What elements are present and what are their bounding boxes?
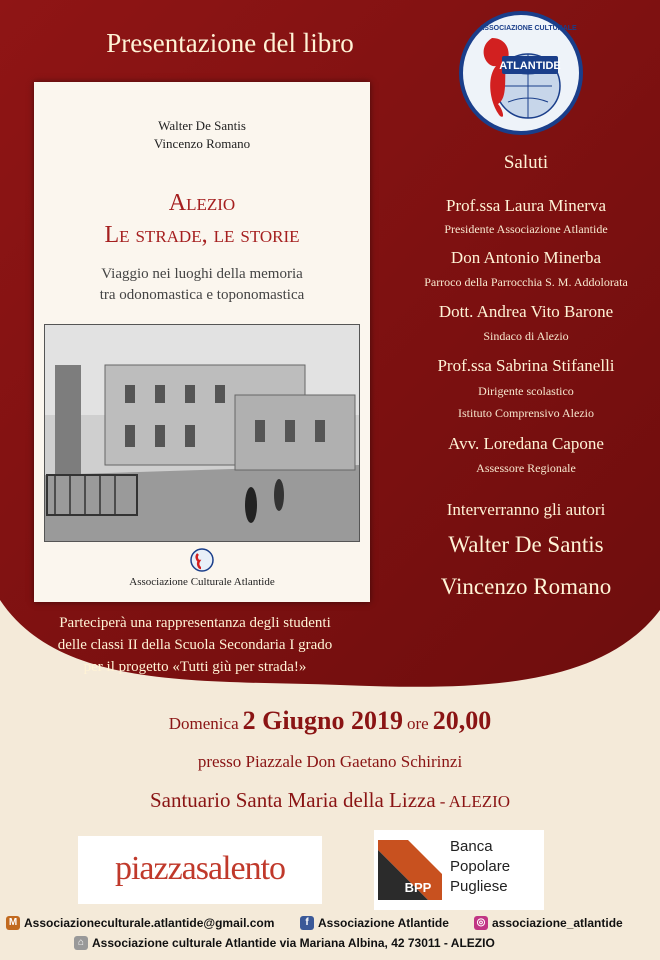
facebook-icon: f	[300, 916, 314, 930]
book-title-2: Le strade, le storie	[104, 222, 300, 248]
speaker-role-2: Parroco della Parrocchia S. M. Addolorata	[424, 275, 628, 289]
piazzasalento-text: piazzasalento	[114, 850, 286, 887]
footer-address-text: Associazione culturale Atlantide via Mariana Albina, 42 73011 - ALEZIO	[92, 936, 495, 950]
event-venue-line	[0, 788, 660, 813]
speaker-author-1: Walter De Santis	[448, 532, 604, 557]
speaker-author-2: Vincenzo Romano	[440, 574, 612, 599]
instagram-icon: ◎	[474, 916, 488, 930]
footer-instagram[interactable]	[474, 916, 623, 930]
speaker-name-4: Prof.ssa Sabrina Stifanelli	[437, 356, 615, 375]
students-line-1: Parteciperà una rappresentanza degli studenti	[59, 615, 331, 631]
footer-facebook-text: Associazione Atlantide	[318, 916, 449, 930]
book-atlantide-icon	[190, 548, 214, 572]
speaker-name-3: Dott. Andrea Vito Barone	[438, 302, 614, 321]
speaker-name-5: Avv. Loredana Capone	[448, 434, 604, 453]
book-subtitle-2: tra odonomastica e toponomastica	[99, 287, 305, 303]
students-note	[20, 612, 370, 678]
speaker-role-4b: Istituto Comprensivo Alezio	[458, 406, 594, 420]
bank-line-3: Pugliese	[450, 878, 508, 895]
students-line-3: per il progetto «Tutti giù per strada!»	[83, 659, 307, 675]
book-publisher: Associazione Culturale Atlantide	[129, 576, 275, 588]
speaker-name-1: Prof.ssa Laura Minerva	[445, 196, 607, 215]
footer-address	[74, 936, 495, 950]
greetings-heading: Saluti	[503, 152, 549, 173]
logo-name: ATLANTIDE	[499, 60, 561, 72]
authors-heading: Interverranno gli autori	[446, 500, 606, 519]
header-title: Presentazione del libro	[106, 28, 354, 58]
book-author-1: Walter De Santis	[158, 118, 246, 133]
footer-email-text: Associazioneculturale.atlantide@gmail.com	[24, 916, 275, 930]
logo-top-text: ASSOCIAZIONE CULTURALE	[479, 25, 577, 32]
bpp-mark-text: BPP	[404, 880, 432, 895]
book-photo	[44, 324, 360, 542]
atlantide-logo	[456, 8, 586, 138]
speaker-role-1: Presidente Associazione Atlantide	[444, 222, 608, 236]
footer-contacts	[0, 916, 660, 936]
speaker-name-2: Don Antonio Minerba	[450, 248, 602, 267]
piazzasalento-logo	[78, 836, 322, 904]
bank-line-1: Banca	[450, 838, 493, 855]
book-title-1: Alezio	[168, 190, 236, 216]
footer-address-row	[0, 936, 660, 956]
speaker-role-5: Assessore Regionale	[476, 461, 576, 475]
event-town: - ALEZIO	[439, 792, 511, 811]
book-subtitle-1: Viaggio nei luoghi della memoria	[101, 266, 303, 282]
book-cover	[34, 82, 370, 602]
footer-instagram-text: associazione_atlantide	[492, 916, 623, 930]
speaker-role-3: Sindaco di Alezio	[483, 329, 569, 343]
event-day: Domenica	[168, 714, 239, 733]
event-datetime	[0, 706, 660, 736]
bpp-logo	[374, 830, 544, 910]
bpp-mark-icon	[378, 840, 442, 900]
event-date: 2 Giugno 2019	[242, 706, 403, 735]
event-time: 20,00	[432, 706, 492, 735]
speaker-role-4a: Dirigente scolastico	[478, 384, 574, 398]
event-ore: ore	[407, 714, 429, 733]
location-icon: ⌂	[74, 936, 88, 950]
book-author-2: Vincenzo Romano	[153, 136, 251, 151]
mail-icon: M	[6, 916, 20, 930]
students-line-2: delle classi II della Scuola Secondaria I grado	[57, 637, 333, 653]
bank-line-2: Popolare	[450, 858, 511, 875]
footer-facebook[interactable]	[300, 916, 449, 930]
footer-email[interactable]	[6, 916, 274, 930]
event-venue: Santuario Santa Maria della Lizza	[149, 788, 436, 812]
event-place: presso Piazzale Don Gaetano Schirinzi	[197, 752, 463, 771]
